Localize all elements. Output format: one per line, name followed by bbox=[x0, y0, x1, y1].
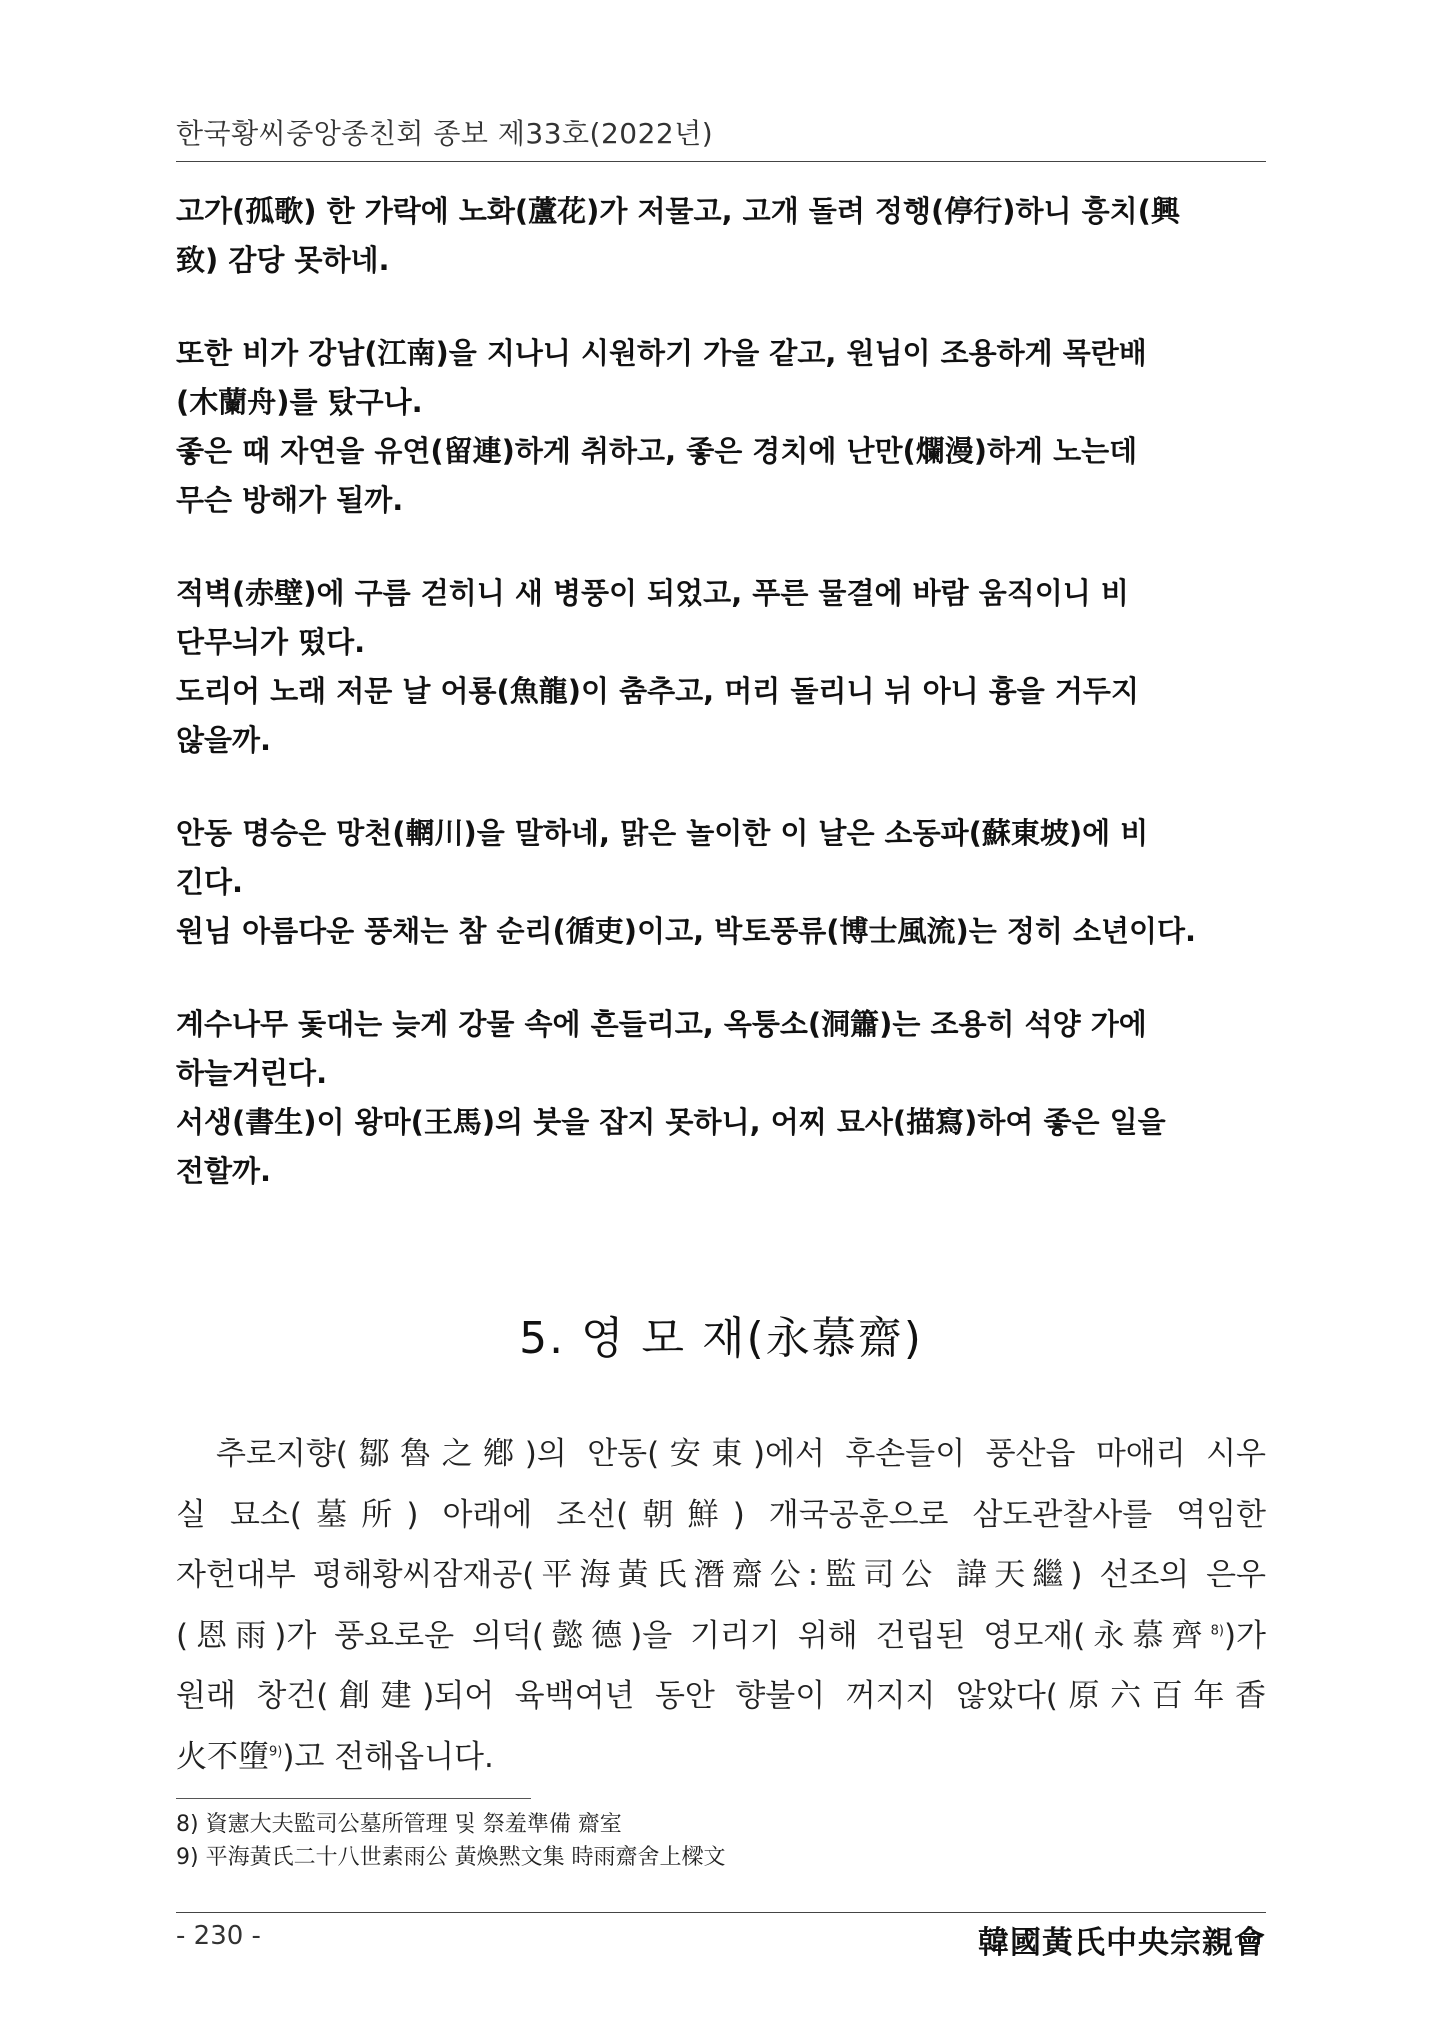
footnotes bbox=[176, 1808, 1266, 1874]
page-number: - 230 - bbox=[176, 1921, 261, 1951]
paragraph-line: 자헌대부 평해황씨잠재공(平海黃氏潛齋公:監司公 諱天繼) 선조의 은우 bbox=[176, 1557, 1266, 1593]
paragraph-text: )가 bbox=[1223, 1617, 1266, 1654]
poem-line: 원님 아름다운 풍채는 참 순리(循吏)이고, 박토풍류(博士風流)는 정히 소년이다. bbox=[176, 914, 1197, 948]
running-header: 한국황씨중앙종친회 종보 제33호(2022년) bbox=[176, 117, 714, 150]
paragraph-line bbox=[176, 1424, 1266, 1485]
poem-line: 서생(書生)이 왕마(王馬)의 붓을 잡지 못하니, 어찌 묘사(描寫)하여 좋은 일을 bbox=[176, 1105, 1166, 1139]
paragraph-text: 추로지향(鄒魯之鄕)의 안동(安東)에서 후손들이 풍산읍 마애리 시우 bbox=[216, 1436, 1266, 1472]
poem-line: 않을까. bbox=[176, 723, 272, 757]
footnote-8: 8) 資憲大夫監司公墓所管理 및 祭羞準備 齋室 bbox=[176, 1812, 622, 1837]
poem-line: 고가(孤歌) 한 가락에 노화(蘆花)가 저물고, 고개 돌려 정행(停行)하니 흥치(興 bbox=[176, 194, 1180, 228]
organization-logo-text: 韓國黃氏中央宗親會 bbox=[978, 1925, 1266, 1961]
poem-stanza bbox=[176, 809, 1266, 956]
poem-stanza bbox=[176, 329, 1266, 525]
poem-line: (木蘭舟)를 탔구나. bbox=[176, 385, 423, 419]
poem-line: 도리어 노래 저문 날 어룡(魚龍)이 춤추고, 머리 돌리니 뉘 아니 흉을 거두지 bbox=[176, 674, 1139, 708]
body-paragraph bbox=[176, 1424, 1266, 1787]
paragraph-line: 원래 창건(創建)되어 육백여년 동안 향불이 꺼지지 않았다(原六百年香 bbox=[176, 1678, 1266, 1714]
poem-line: 무슨 방해가 될까. bbox=[176, 483, 404, 517]
paragraph-line: 실 묘소(墓所) 아래에 조선(朝鮮) 개국공훈으로 삼도관찰사를 역임한 bbox=[176, 1496, 1266, 1533]
poem-line: 적벽(赤壁)에 구름 걷히니 새 병풍이 되었고, 푸른 물결에 바람 움직이니 비 bbox=[176, 576, 1129, 610]
poem-line: 좋은 때 자연을 유연(留連)하게 취하고, 좋은 경치에 난만(爛漫)하게 노는데 bbox=[176, 434, 1138, 468]
section-heading: 5. 영 모 재(永慕齋) bbox=[519, 1313, 923, 1364]
footnote-9: 9) 平海黃氏二十八世素雨公 黃煥黙文集 時雨齋舍上樑文 bbox=[176, 1845, 726, 1870]
paragraph-text: )고 전해옵니다. bbox=[282, 1738, 494, 1775]
poem-line: 致) 감당 못하네. bbox=[176, 243, 390, 277]
poem-line: 전할까. bbox=[176, 1154, 272, 1188]
footer-divider bbox=[176, 1912, 1266, 1913]
poem-line: 또한 비가 강남(江南)을 지나니 시원하기 가을 같고, 원님이 조용하게 목란배 bbox=[176, 336, 1147, 370]
poem-stanza bbox=[176, 187, 1266, 285]
poem-stanza bbox=[176, 569, 1266, 765]
poem-translation bbox=[176, 187, 1266, 1240]
footnote-ref-8: 8) bbox=[1210, 1623, 1224, 1639]
poem-line: 안동 명승은 망천(輞川)을 말하네, 맑은 놀이한 이 날은 소동파(蘇東坡)에 비 bbox=[176, 816, 1149, 850]
paragraph-text: 火不墮 bbox=[176, 1738, 269, 1775]
poem-line: 단무늬가 떴다. bbox=[176, 625, 366, 659]
poem-stanza bbox=[176, 1000, 1266, 1196]
poem-line: 긴다. bbox=[176, 865, 244, 899]
footnote-divider bbox=[176, 1798, 531, 1799]
poem-line: 하늘거린다. bbox=[176, 1056, 328, 1090]
footnote-ref-9: 9) bbox=[269, 1744, 283, 1760]
paragraph-text: (恩雨)가 풍요로운 의덕(懿德)을 기리기 위해 건립된 영모재(永慕齊 bbox=[176, 1617, 1211, 1654]
header-divider bbox=[176, 161, 1266, 162]
paragraph-line bbox=[176, 1727, 1266, 1788]
paragraph-line bbox=[176, 1606, 1266, 1667]
poem-line: 계수나무 돛대는 늦게 강물 속에 흔들리고, 옥퉁소(洞簫)는 조용히 석양 가에 bbox=[176, 1007, 1147, 1041]
